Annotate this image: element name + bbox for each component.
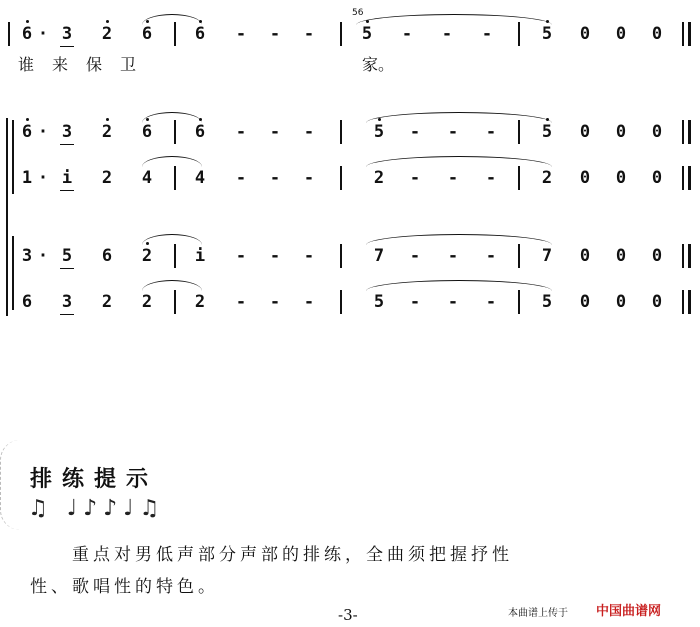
note: 0 [651, 246, 663, 266]
note: 7 [541, 246, 553, 266]
note-dot: · [37, 246, 49, 266]
dash: - [235, 122, 247, 142]
barline [340, 244, 342, 268]
barline [682, 166, 684, 190]
tie [142, 280, 202, 291]
dash: - [481, 24, 493, 44]
note: 2 [141, 246, 153, 266]
dash: - [269, 292, 281, 312]
barline [688, 120, 691, 144]
barline [174, 120, 176, 144]
barline [518, 244, 520, 268]
dash: - [485, 246, 497, 266]
note: 5 [541, 122, 553, 142]
staff-row-4 [0, 242, 700, 272]
logo-text: 中国曲谱网 [596, 604, 662, 619]
barline [682, 290, 684, 314]
lyric: 来 [52, 55, 69, 74]
note: 2 [101, 24, 113, 44]
note-dot: · [37, 168, 49, 188]
note: 0 [615, 168, 627, 188]
dash: - [235, 168, 247, 188]
note: i [194, 246, 206, 266]
barline [8, 22, 10, 46]
dash: - [269, 24, 281, 44]
note: 6 [194, 122, 206, 142]
barline [682, 22, 684, 46]
note: i [61, 168, 73, 188]
note: 0 [615, 24, 627, 44]
barline [340, 290, 342, 314]
dash: - [303, 168, 315, 188]
octave-dot [26, 118, 29, 121]
lyric: 卫 [120, 55, 137, 74]
music-notes-icon: ♫ ♩♪♪♩♫ [28, 496, 166, 521]
dash: - [409, 168, 421, 188]
note-dot: · [37, 24, 49, 44]
barline [688, 22, 691, 46]
underline [60, 314, 74, 315]
note-dot: · [37, 122, 49, 142]
note: 6 [141, 24, 153, 44]
note: 6 [101, 246, 113, 266]
barline [688, 166, 691, 190]
tie [366, 234, 552, 245]
barline [518, 22, 520, 46]
note: 2 [101, 168, 113, 188]
tie [366, 280, 552, 291]
dash: - [485, 292, 497, 312]
underline [60, 46, 74, 47]
tie [142, 156, 202, 167]
dash: - [269, 168, 281, 188]
note: 0 [579, 24, 591, 44]
octave-dot [378, 118, 381, 121]
note: 2 [541, 168, 553, 188]
note: 0 [615, 246, 627, 266]
note: 6 [141, 122, 153, 142]
note: 0 [579, 168, 591, 188]
note: 0 [651, 168, 663, 188]
barline [688, 244, 691, 268]
dash: - [235, 246, 247, 266]
note: 0 [615, 292, 627, 312]
tie [356, 14, 552, 25]
barline [688, 290, 691, 314]
note: 3 [61, 122, 73, 142]
dash: - [485, 168, 497, 188]
note: 5 [373, 122, 385, 142]
staff-row-3 [0, 164, 700, 194]
note: 0 [579, 122, 591, 142]
barline [518, 120, 520, 144]
note: 0 [651, 292, 663, 312]
note: 5 [61, 246, 73, 266]
barline [174, 166, 176, 190]
dash: - [447, 292, 459, 312]
note: 6 [21, 122, 33, 142]
tie [142, 234, 202, 245]
dash: - [303, 246, 315, 266]
barline [682, 244, 684, 268]
note: 0 [615, 122, 627, 142]
note: 6 [21, 24, 33, 44]
dash: - [303, 24, 315, 44]
note: 7 [373, 246, 385, 266]
barline [340, 22, 342, 46]
note: 1 [21, 168, 33, 188]
note: 0 [579, 292, 591, 312]
lyric: 谁 [18, 55, 35, 74]
underline [60, 268, 74, 269]
note: 2 [101, 122, 113, 142]
dash: - [447, 168, 459, 188]
staff-row-2 [0, 118, 700, 148]
note: 2 [194, 292, 206, 312]
octave-dot [199, 20, 202, 23]
dash: - [235, 24, 247, 44]
octave-dot [546, 20, 549, 23]
dash: - [409, 292, 421, 312]
note: 2 [373, 168, 385, 188]
page-number: -3- [338, 606, 358, 624]
note: 5 [361, 24, 373, 44]
dash: - [401, 24, 413, 44]
dash: - [447, 246, 459, 266]
octave-dot [106, 20, 109, 23]
note: 3 [61, 292, 73, 312]
barline [174, 290, 176, 314]
barline [518, 290, 520, 314]
grace-mark: 56 [352, 8, 364, 18]
note: 6 [194, 24, 206, 44]
upload-credit: 本曲谱上传于 [508, 608, 568, 619]
note: 4 [141, 168, 153, 188]
dash: - [409, 122, 421, 142]
decorative-swirl [0, 440, 25, 530]
octave-dot [106, 118, 109, 121]
note: 2 [101, 292, 113, 312]
barline [340, 166, 342, 190]
dash: - [409, 246, 421, 266]
staff-row-5 [0, 288, 700, 318]
rehearsal-line-1: 重点对男低声部分声部的排练，全曲须把握抒性 [72, 545, 513, 565]
dash: - [447, 122, 459, 142]
underline [60, 144, 74, 145]
barline [174, 22, 176, 46]
note: 3 [21, 246, 33, 266]
note: 6 [21, 292, 33, 312]
dash: - [303, 292, 315, 312]
dash: - [269, 122, 281, 142]
rehearsal-title: 排练提示 [30, 467, 159, 492]
note: 0 [651, 24, 663, 44]
dash: - [235, 292, 247, 312]
dash: - [441, 24, 453, 44]
barline [518, 166, 520, 190]
underline [60, 190, 74, 191]
dash: - [269, 246, 281, 266]
lyric: 家。 [362, 55, 395, 74]
octave-dot [26, 20, 29, 23]
note: 0 [651, 122, 663, 142]
tie [366, 156, 552, 167]
note: 2 [141, 292, 153, 312]
barline [174, 244, 176, 268]
dash: - [303, 122, 315, 142]
octave-dot [199, 118, 202, 121]
note: 5 [373, 292, 385, 312]
dash: - [485, 122, 497, 142]
note: 5 [541, 24, 553, 44]
site-logo [596, 600, 661, 619]
note: 5 [541, 292, 553, 312]
octave-dot [366, 20, 369, 23]
barline [682, 120, 684, 144]
note: 0 [579, 246, 591, 266]
staff-row-1 [0, 8, 700, 50]
note: 3 [61, 24, 73, 44]
note: 4 [194, 168, 206, 188]
octave-dot [546, 118, 549, 121]
lyric: 保 [86, 55, 103, 74]
barline [340, 120, 342, 144]
rehearsal-line-2: 性、歌唱性的特色。 [30, 577, 219, 597]
